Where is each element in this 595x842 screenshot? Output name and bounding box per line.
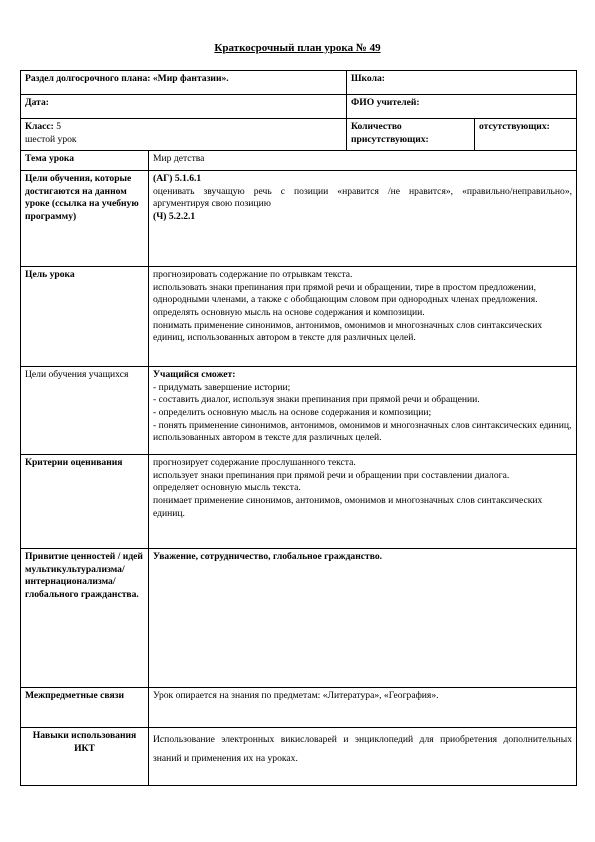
lesson-goal-line: понимать применение синонимов, антонимов, омонимов и многозначных слов синтаксических единиц, использованных автором в тексте для различных целей. <box>153 319 543 344</box>
row-class <box>21 119 577 151</box>
lesson-goal-line: прогнозировать содержание по отрывкам текста. <box>153 269 353 280</box>
student-goal-item: - составить диалог, используя знаки препинания при прямой речи и обращении. <box>153 394 480 406</box>
objectives-label: Цели обучения, которые достигаются на данном уроке (ссылка на учебную программу) <box>21 171 149 267</box>
objective-code-1: (АГ) 5.1.6.1 <box>153 173 202 184</box>
topic-value: Мир детства <box>149 151 577 171</box>
objective-text-1: оценивать звучащую речь с позиции «нравится /не нравится», «правильно/неправильно», аргументируя свою позицию <box>153 185 573 210</box>
lesson-goal-label: Цель урока <box>21 267 149 367</box>
document-title: Краткосрочный план урока № 49 <box>214 42 381 54</box>
objective-code-2: (Ч) 5.2.2.1 <box>153 210 196 222</box>
student-goals-label: Цели обучения учащихся <box>21 367 149 455</box>
criterion-item: определяет основную мысль текста. <box>153 482 301 494</box>
student-goal-item: - придумать завершение истории; <box>153 381 291 393</box>
row-lesson-goal <box>21 267 577 367</box>
criterion-item: понимает применение синонимов, антонимов, омонимов и многозначных слов синтаксических единиц. <box>153 494 543 519</box>
row-topic <box>21 151 577 171</box>
teacher-cell: ФИО учителей: <box>347 95 577 119</box>
student-goals-heading: Учащийся сможет: <box>153 369 236 380</box>
row-values <box>21 549 577 688</box>
lesson-number: шестой урок <box>25 133 77 145</box>
criterion-item: прогнозирует содержание прослушанного текста. <box>153 457 356 468</box>
student-goal-item: - определить основную мысль на основе содержания и композиции; <box>153 406 432 418</box>
ict-label: Навыки использования ИКТ <box>21 728 149 786</box>
interdisciplinary-label: Межпредметные связи <box>21 688 149 728</box>
class-cell <box>21 119 347 151</box>
lesson-goal-line: использовать знаки препинания при прямой речи и обращении, тире в простом предложении, однородными членами, а также с обобщающим словом при однородных членах предложения. <box>153 281 538 306</box>
objectives-cell <box>149 171 577 267</box>
row-criteria <box>21 455 577 549</box>
criterion-item: использует знаки препинания при прямой речи и обращении при составлении диалога. <box>153 469 510 481</box>
row-section <box>21 71 577 95</box>
date-cell: Дата: <box>21 95 347 119</box>
row-objectives <box>21 171 577 267</box>
criteria-cell <box>149 455 577 549</box>
topic-label: Тема урока <box>21 151 149 171</box>
class-value: 5 <box>56 121 62 132</box>
student-goals-cell <box>149 367 577 455</box>
absent-cell: отсутствующих: <box>475 119 577 151</box>
row-date <box>21 95 577 119</box>
student-goal-item: - понять применение синонимов, антонимов, омонимов и многозначных слов синтаксических единиц, использованных автором в тексте для различных целей. <box>153 419 572 444</box>
present-cell: Количество присутствующих: <box>347 119 475 151</box>
values-value: Уважение, сотрудничество, глобальное гражданство. <box>149 549 577 688</box>
class-label: Класс: <box>25 121 54 132</box>
interdisciplinary-value: Урок опирается на знания по предметам: «Литература», «География». <box>149 688 577 728</box>
row-ict <box>21 728 577 786</box>
row-student-goals <box>21 367 577 455</box>
lesson-goal-cell <box>149 267 577 367</box>
lesson-goal-line: определять основную мысль на основе содержания и композиции. <box>153 306 425 318</box>
school-cell: Школа: <box>347 71 577 95</box>
criteria-label: Критерии оценивания <box>21 455 149 549</box>
ict-value: Использование электронных викисловарей и энциклопедий для приобретения дополнительных знаний и применения их на уроках. <box>149 728 577 786</box>
row-interdisciplinary <box>21 688 577 728</box>
lesson-plan-table <box>20 70 577 786</box>
values-label: Привитие ценностей / идей мультикультурализма/ интернационализма/ глобального гражданства. <box>21 549 149 688</box>
section-cell: Раздел долгосрочного плана: «Мир фантазии». <box>21 71 347 95</box>
